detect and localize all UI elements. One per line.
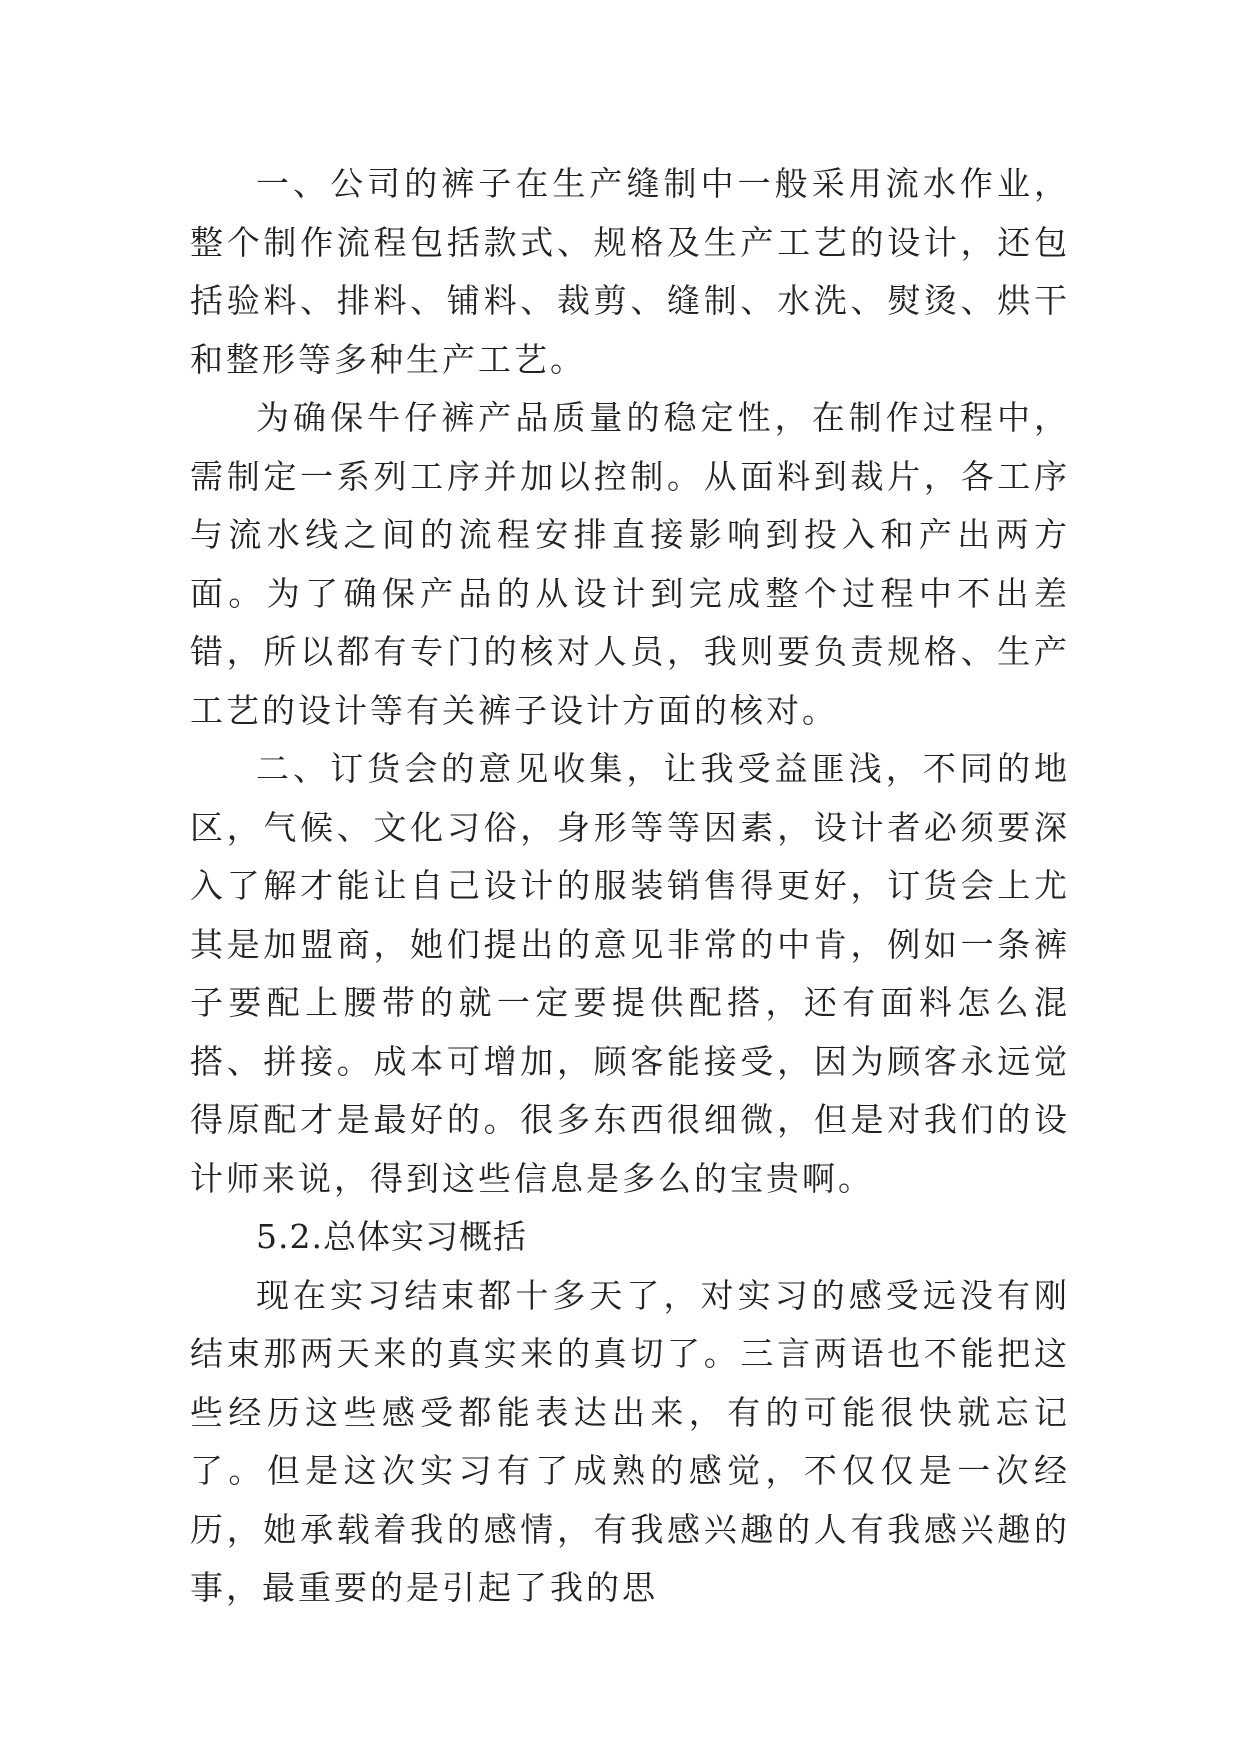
paragraph-production-process: 一、公司的裤子在生产缝制中一般采用流水作业，整个制作流程包括款式、规格及生产工艺的设计，还包括验料、排料、铺料、裁剪、缝制、水洗、熨烫、烘干和整形等多种生产工艺。 (190, 164, 1070, 379)
document-body (190, 155, 1070, 1618)
paragraph-internship-summary: 现在实习结束都十多天了，对实习的感受远没有刚结束那两天来的真实来的真切了。三言两语也不能把这些经历这些感受都能表达出来，有的可能很快就忘记了。但是这次实习有了成熟的感觉，不仅仅是一次经历，她承载着我的感情，有我感兴趣的人有我感兴趣的事，最重要的是引起了我的思 (190, 1275, 1070, 1607)
paragraph-quality-control: 为确保牛仔裤产品质量的稳定性，在制作过程中，需制定一系列工序并加以控制。从面料到裁片，各工序与流水线之间的流程安排直接影响到投入和产出两方面。为了确保产品的从设计到完成整个过程中不出差错，所以都有专门的核对人员，我则要负责规格、生产工艺的设计等有关裤子设计方面的核对。 (190, 398, 1070, 730)
paragraph-order-fair-feedback: 二、订货会的意见收集，让我受益匪浅，不同的地区，气候、文化习俗，身形等等因素，设计者必须要深入了解才能让自己设计的服装销售得更好，订货会上尤其是加盟商，她们提出的意见非常的中肯，例如一条裤子要配上腰带的就一定要提供配搭，还有面料怎么混搭、拼接。成本可增加，顾客能接受，因为顾客永远觉得原配才是最好的。很多东西很细微，但是对我们的设计师来说，得到这些信息是多么的宝贵啊。 (190, 749, 1070, 1198)
section-heading: 5.2.总体实习概括 (256, 1217, 527, 1256)
